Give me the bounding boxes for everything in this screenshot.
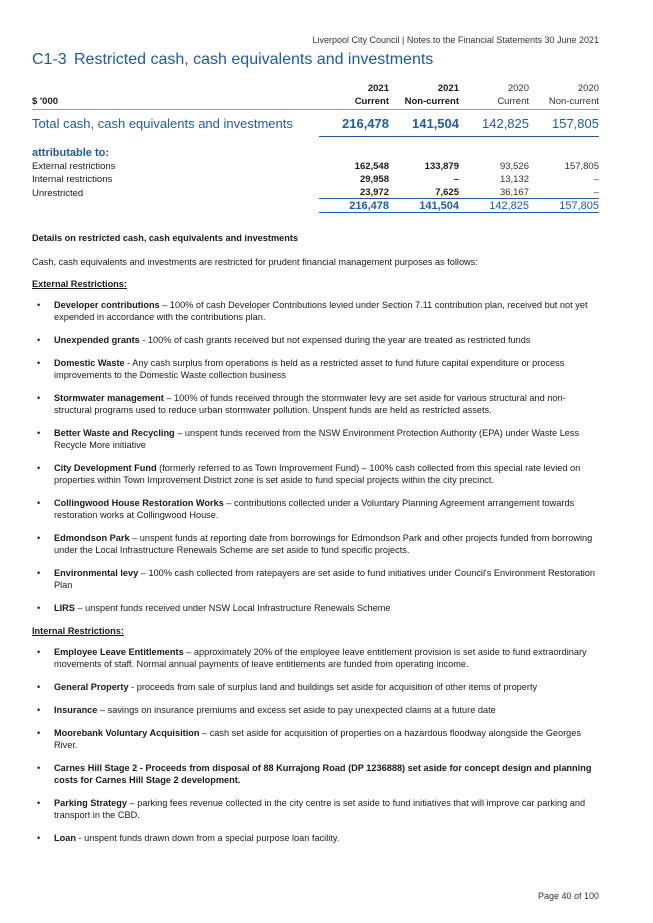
list-item [32,299,602,323]
year-header: 2021 [437,83,459,94]
attributable-row [32,143,599,159]
subtotal-value: 142,825 [459,199,529,213]
type-header: Non-current [529,94,599,110]
row-value: 13,132 [499,174,529,185]
list-item [32,567,602,591]
details-section [32,232,602,855]
item-description: – 100% of funds received through the stormwater levy are set aside for various structural and non-structural programs used to reduce urban stormwater pollution. Unspent funds are held as restricted assets. [54,393,566,415]
item-term: Moorebank Voluntary Acquisition [54,728,200,738]
row-value: 157,805 [564,161,599,172]
section-title-text: Restricted cash, cash equivalents and investments [74,51,434,68]
bullet-icon: • [37,728,41,738]
bullet-icon: • [37,393,41,403]
bullet-icon: • [37,428,41,438]
bullet-icon: • [37,335,41,345]
item-description: – cash set aside for acquisition of properties on a hazardous floodway alongside the Georges River. [54,728,581,750]
table-row [32,185,599,199]
internal-restrictions-list [32,646,602,844]
item-description: – unspent funds received from the NSW Environment Protection Authority (EPA) under Waste Less Recycle More initiative [54,428,580,450]
table-header-years [32,82,599,94]
total-value: 141,504 [389,110,459,137]
section-number: C1-3 [32,51,67,68]
list-item [32,797,602,821]
bullet-icon: • [37,568,41,578]
total-value: 216,478 [319,110,389,137]
row-value: 133,879 [424,161,459,172]
section-title [32,51,433,69]
table-row [32,172,599,185]
bullet-icon: • [37,705,41,715]
page-number: Page 40 of 100 [537,891,599,901]
details-title: Details on restricted cash, cash equivalents and investments [32,233,299,243]
list-item [32,762,602,786]
list-item [32,832,602,844]
subtotal-value: 157,805 [529,199,599,213]
item-description: – 100% of cash Developer Contributions levied under Section 7.11 contribution plan, received but not yet expended in accordance with the contributions plan. [54,300,588,322]
list-item [32,427,602,451]
item-term: Employee Leave Entitlements [54,647,184,657]
bullet-icon: • [37,358,41,368]
row-value: 93,526 [499,161,529,172]
year-header: 2020 [507,83,529,94]
item-term: Environmental levy [54,568,139,578]
item-term: Edmondson Park [54,533,130,543]
row-value: – [593,174,599,185]
bullet-icon: • [37,498,41,508]
item-description: (formerly referred to as Town Improvement Fund) – 100% cash collected from this special rate levied on properties within Town Improvement District zone is set aside to fund special projects within the city precinct. [54,463,581,485]
item-description: - Any cash surplus from operations is held as a restricted asset to fund future capital expenditure or process improvements to the Domestic Waste collection business [54,358,565,380]
unit-label: $ '000 [32,94,319,110]
item-description: – approximately 20% of the employee leave entitlement provision is set aside to fund extraordinary movements of staff. Normal annual payments of leave entitlements are funded from operating income. [54,647,587,669]
bullet-icon: • [37,833,41,843]
item-term: Developer contributions [54,300,160,310]
list-item [32,727,602,751]
item-description: - proceeds from sale of surplus land and buildings set aside for acquisition of other items of property [128,682,538,692]
item-description: – parking fees revenue collected in the city centre is set aside to fund initiatives that will improve car parking and transport in the CBD. [54,798,586,820]
list-item [32,602,602,614]
external-restrictions-title: External Restrictions: [32,279,127,289]
item-description: - unspent funds drawn down from a special purpose loan facility. [75,833,340,843]
bullet-icon: • [37,533,41,543]
item-description: – savings on insurance premiums and excess set aside to pay unexpected claims at a future date [97,705,496,715]
attributable-label: attributable to: [32,147,109,159]
list-item [32,392,602,416]
total-label: Total cash, cash equivalents and investments [32,115,293,131]
list-item [32,357,602,381]
item-term: City Development Fund [54,463,157,473]
item-term: Domestic Waste [54,358,125,368]
bullet-icon: • [37,798,41,808]
page-header: Liverpool City Council | Notes to the Financial Statements 30 June 2021 [312,35,599,45]
list-item [32,497,602,521]
item-term: LIRS [54,603,75,613]
bullet-icon: • [37,763,41,773]
item-term: Better Waste and Recycling [54,428,175,438]
type-header: Current [459,94,529,110]
item-term: Parking Strategy [54,798,128,808]
subtotal-value: 141,504 [389,199,459,213]
bullet-icon: • [37,647,41,657]
type-header: Current [319,94,389,110]
item-term: Stormwater management [54,393,164,403]
list-item [32,681,602,693]
row-label: External restrictions [32,161,116,172]
item-description: - 100% of cash grants received but not expensed during the year are treated as restricted funds [139,335,531,345]
list-item [32,462,602,486]
table-header-types [32,94,599,110]
row-value: 162,548 [354,161,389,172]
list-item [32,334,602,346]
row-value: – [453,174,459,185]
list-item [32,646,602,670]
restricted-cash-table [32,82,599,213]
internal-restrictions-title: Internal Restrictions: [32,626,124,636]
total-row [32,110,599,137]
row-label: Internal restrictions [32,174,113,185]
item-description: – unspent funds at reporting date from borrowings for Edmondson Park and other projects funded from borrowing under the Local Infrastructure Renewals Scheme are set aside to fund specific projects. [54,533,593,555]
external-restrictions-list [32,299,602,614]
subtotal-row [32,199,599,213]
item-term: Collingwood House Restoration Works [54,498,224,508]
item-description: – unspent funds received under NSW Local Infrastructure Renewals Scheme [74,603,391,613]
row-value: 36,167 [499,187,529,198]
table-row [32,159,599,172]
row-value: 7,625 [435,187,459,198]
year-header: 2021 [367,83,389,94]
year-header: 2020 [577,83,599,94]
row-value: – [593,187,599,198]
type-header: Non-current [389,94,459,110]
total-value: 142,825 [459,110,529,137]
item-description: – 100% cash collected from ratepayers are set aside to fund initiatives under Council's Environment Restoration Plan [54,568,596,590]
row-value: 29,958 [359,174,389,185]
list-item [32,704,602,716]
bullet-icon: • [37,300,41,310]
details-intro: Cash, cash equivalents and investments are restricted for prudent financial management purposes as follows: [32,257,478,267]
item-term: General Property [54,682,129,692]
bullet-icon: • [37,682,41,692]
item-description: – contributions collected under a Voluntary Planning Agreement arrangement towards restoration works at Collingwood House. [54,498,575,520]
list-item [32,532,602,556]
item-term: Carnes Hill Stage 2 - Proceeds from disposal of 88 Kurrajong Road (DP 1236888) set aside for concept design and planning costs for Carnes Hill Stage 2 development. [54,763,592,785]
row-label: Unrestricted [32,187,84,199]
bullet-icon: • [37,603,41,613]
row-value: 23,972 [359,187,389,198]
bullet-icon: • [37,463,41,473]
total-value: 157,805 [529,110,599,137]
item-term: Loan [54,833,76,843]
subtotal-value: 216,478 [319,199,389,213]
item-term: Insurance [54,705,98,715]
item-term: Unexpended grants [54,335,140,345]
